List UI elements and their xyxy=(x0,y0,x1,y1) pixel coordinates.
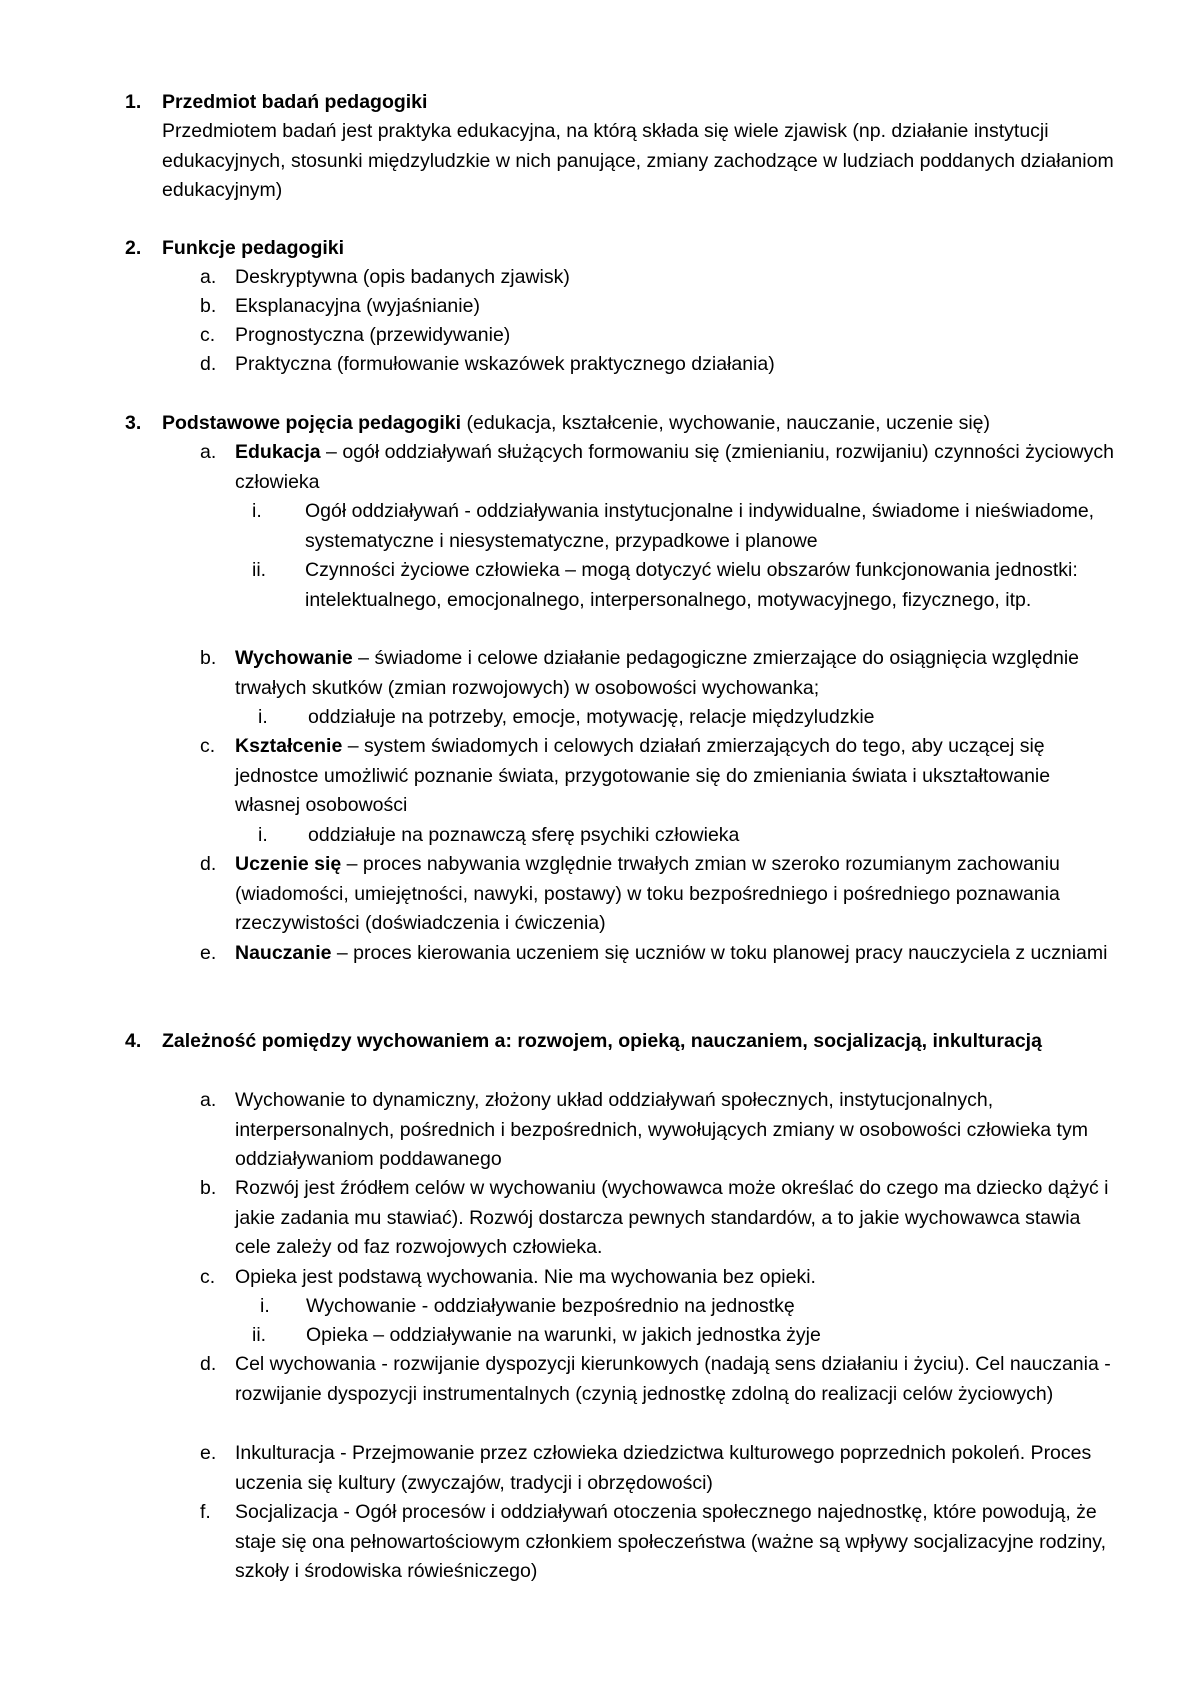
section-1-title: Przedmiot badań pedagogiki xyxy=(162,91,428,113)
list-item-text: Opieka – oddziaływanie na warunki, w jakich jednostka żyje xyxy=(306,1324,821,1346)
list-item-text: Opieka jest podstawą wychowania. Nie ma wychowania bez opieki. xyxy=(235,1266,816,1288)
list-item-text: Socjalizacja - Ogół procesów i oddziaływań otoczenia społecznego najednostkę, które powodują, że staje się ona pełnowartościowym członkiem społeczeństwa (ważne są wpływy socjalizacyjne rodziny, szkoły i środowiska rówieśniczego) xyxy=(235,1501,1107,1582)
list-marker: i. xyxy=(252,500,262,522)
list-item-text: Deskryptywna (opis badanych zjawisk) xyxy=(235,266,570,288)
list-item-text: oddziałuje na poznawczą sferę psychiki człowieka xyxy=(308,824,740,846)
list-item-text xyxy=(235,732,1115,821)
term-definition: – świadome i celowe działanie pedagogiczne zmierzające do osiągnięcia względnie trwałych skutków (zmian rozwojowych) w osobowości wychowanka; xyxy=(235,647,1080,699)
term-definition: – proces kierowania uczeniem się uczniów w toku planowej pracy nauczyciela z uczniami xyxy=(331,942,1108,964)
list-marker: d. xyxy=(200,1353,217,1375)
section-2-title: Funkcje pedagogiki xyxy=(162,237,345,259)
term-label: Kształcenie xyxy=(235,735,343,757)
section-3-title-line xyxy=(162,409,1122,439)
section-1-body-text: Przedmiotem badań jest praktyka edukacyjna, na którą składa się wiele zjawisk (np. działanie instytucji edukacyjnych, stosunki międzyludzkie w nich panujące, zmiany zachodzące w ludziach poddanych działaniom edukacyjnym) xyxy=(162,120,1114,201)
term-label: Nauczanie xyxy=(235,942,332,964)
list-marker: b. xyxy=(200,647,217,669)
list-item-text: Ogół oddziaływań - oddziaływania instytucjonalne i indywidualne, świadome i nieświadome, systematyczne i niesystematyczne, przypadkowe i planowe xyxy=(305,500,1095,552)
list-marker: ii. xyxy=(252,559,267,581)
list-item-text: Czynności życiowe człowieka – mogą dotyczyć wielu obszarów funkcjonowania jednostki: intelektualnego, emocjonalnego, interpersonalnego, motywacyjnego, fizycznego, itp. xyxy=(305,559,1078,611)
section-4-number: 4. xyxy=(125,1030,142,1052)
list-marker: e. xyxy=(200,942,217,964)
list-marker: c. xyxy=(200,1266,216,1288)
term-definition: – proces nabywania względnie trwałych zmian w szeroko rozumianym zachowaniu (wiadomości, umiejętności, nawyki, postawy) w toku bezpośredniego i pośredniego poznawania rzeczywistości (doświadczenia i ćwiczenia) xyxy=(235,853,1060,934)
list-item-text: Prognostyczna (przewidywanie) xyxy=(235,324,511,346)
list-marker: c. xyxy=(200,735,216,757)
list-item-text: Praktyczna (formułowanie wskazówek praktycznego działania) xyxy=(235,353,775,375)
list-marker: d. xyxy=(200,353,217,375)
term-label: Uczenie się xyxy=(235,853,342,875)
section-1-number: 1. xyxy=(125,91,142,113)
section-3-number: 3. xyxy=(125,412,142,434)
list-item-text: Cel wychowania - rozwijanie dyspozycji kierunkowych (nadają sens działaniu i życiu). Cel nauczania - rozwijanie dyspozycji instrumentalnych (czynią jednostkę zdolną do realizacji celów życiowych) xyxy=(235,1353,1111,1405)
list-marker: a. xyxy=(200,441,217,463)
term-label: Edukacja xyxy=(235,441,321,463)
list-item-text: Wychowanie to dynamiczny, złożony układ oddziaływań społecznych, instytucjonalnych, interpersonalnych, pośrednich i bezpośrednich, wywołujących zmiany w osobowości człowieka tym oddziaływaniom poddawanego xyxy=(235,1089,1088,1170)
section-4-title: Zależność pomiędzy wychowaniem a: rozwojem, opieką, nauczaniem, socjalizacją, inkulturacją xyxy=(162,1030,1042,1052)
term-definition: – ogół oddziaływań służących formowaniu się (zmienianiu, rozwijaniu) czynności życiowych człowieka xyxy=(235,441,1114,493)
list-item-text: Inkulturacja - Przejmowanie przez człowieka dziedzictwa kulturowego poprzednich pokoleń. Proces uczenia się kultury (zwyczajów, tradycji i obrzędowości) xyxy=(235,1442,1092,1494)
list-item-text: Wychowanie - oddziaływanie bezpośrednio na jednostkę xyxy=(306,1295,795,1317)
list-item-text xyxy=(235,644,1115,703)
list-item-text xyxy=(235,850,1115,939)
list-marker: e. xyxy=(200,1442,217,1464)
list-marker: b. xyxy=(200,295,217,317)
list-item-text: Eksplanacyjna (wyjaśnianie) xyxy=(235,295,480,317)
list-marker: i. xyxy=(258,706,268,728)
list-marker: ii. xyxy=(252,1324,267,1346)
list-item-text: oddziałuje na potrzeby, emocje, motywację, relacje międzyludzkie xyxy=(308,706,875,728)
term-label: Wychowanie xyxy=(235,647,353,669)
section-2-number: 2. xyxy=(125,237,142,259)
list-item-text xyxy=(235,438,1115,497)
section-3-title: Podstawowe pojęcia pedagogiki xyxy=(162,412,462,434)
term-definition: – system świadomych i celowych działań zmierzających do tego, aby uczącej się jednostce umożliwić poznanie świata, przygotowanie się do zmieniania świata i ukształtowanie własnej osobowości xyxy=(235,735,1051,816)
section-3-title-suffix: (edukacja, kształcenie, wychowanie, nauczanie, uczenie się) xyxy=(461,412,991,434)
list-marker: f. xyxy=(200,1501,211,1523)
list-marker: a. xyxy=(200,1089,217,1111)
list-marker: c. xyxy=(200,324,216,346)
list-marker: i. xyxy=(260,1295,270,1317)
list-marker: a. xyxy=(200,266,217,288)
list-marker: b. xyxy=(200,1177,217,1199)
list-item-text xyxy=(235,939,1115,969)
list-item-text: Rozwój jest źródłem celów w wychowaniu (wychowawca może określać do czego ma dziecko dążyć i jakie zadania mu stawiać). Rozwój dostarcza pewnych standardów, a to jakie wychowawca stawia cele zależy od faz rozwojowych człowieka. xyxy=(235,1177,1109,1258)
list-marker: i. xyxy=(258,824,268,846)
list-marker: d. xyxy=(200,853,217,875)
